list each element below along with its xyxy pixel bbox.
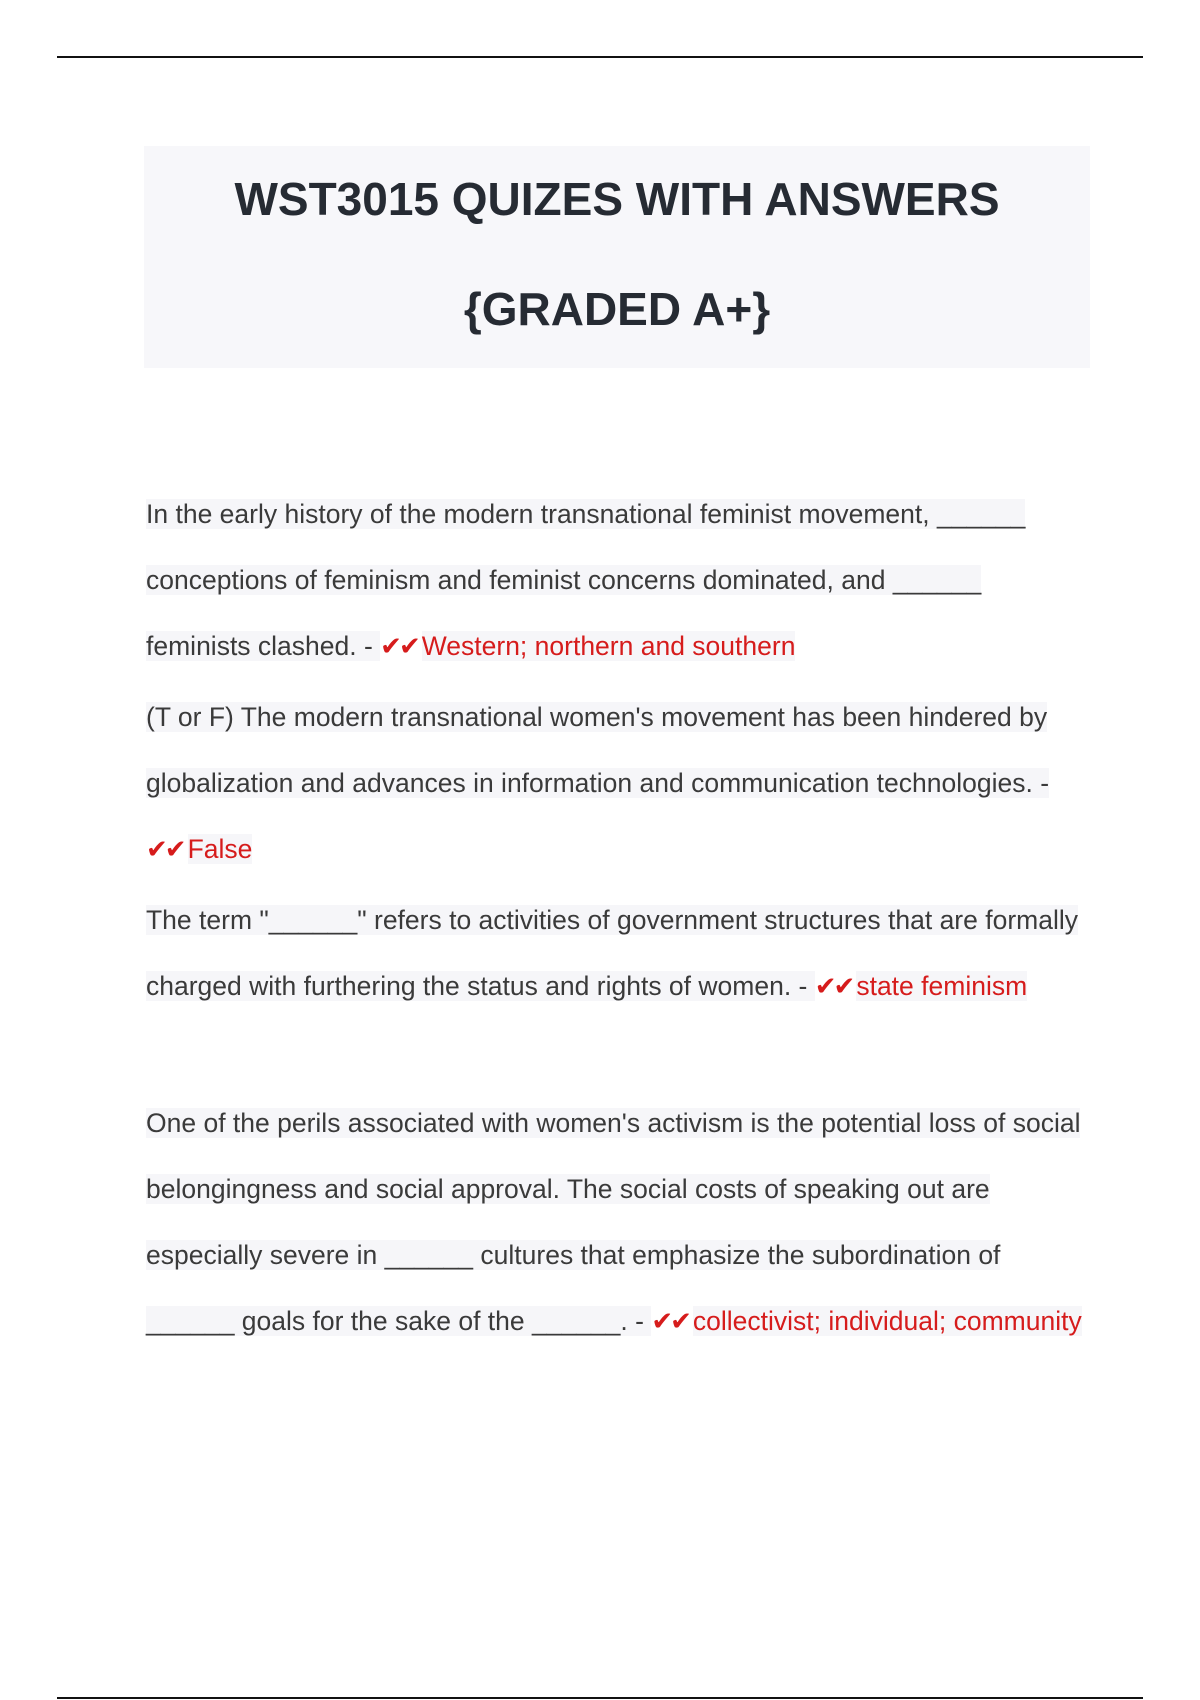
answer-text: Western; northern and southern [421, 631, 796, 661]
question-item [146, 684, 1092, 883]
check-icon: ✔✔ [651, 1307, 689, 1337]
question-item [146, 887, 1092, 1020]
question-text: One of the perils associated with women's activism is the potential loss of social belongingness and social approval. The social costs of speaking out are especially severe in ______ cultures that emphasize the subordination of ______ goals for the sake of the ______. - [146, 1108, 1081, 1336]
question-text: In the early history of the modern transnational feminist movement, ______ conceptions of feminism and feminist concerns dominated, and ______ feminists clashed. - [146, 499, 1026, 661]
document-title: WST3015 QUIZES WITH ANSWERS [234, 173, 1000, 225]
answer-text: collectivist; individual; community [692, 1306, 1082, 1336]
document-subtitle: {GRADED A+} [463, 283, 771, 335]
question-text: The term "______" refers to activities of government structures that are formally charged with furthering the status and rights of women. - [146, 905, 1078, 1001]
bottom-rule [57, 1697, 1143, 1699]
question-text: (T or F) The modern transnational women's movement has been hindered by globalization and advances in information and communication technologies. - [146, 702, 1050, 798]
check-icon: ✔✔ [814, 972, 853, 1002]
question-item [146, 1090, 1092, 1355]
title-block [144, 146, 1090, 368]
check-icon: ✔✔ [146, 835, 184, 865]
answer-text: False [187, 834, 253, 864]
question-item [146, 481, 1092, 680]
check-icon: ✔✔ [380, 632, 418, 662]
answer-text: state feminism [856, 971, 1028, 1001]
top-rule [57, 56, 1143, 58]
